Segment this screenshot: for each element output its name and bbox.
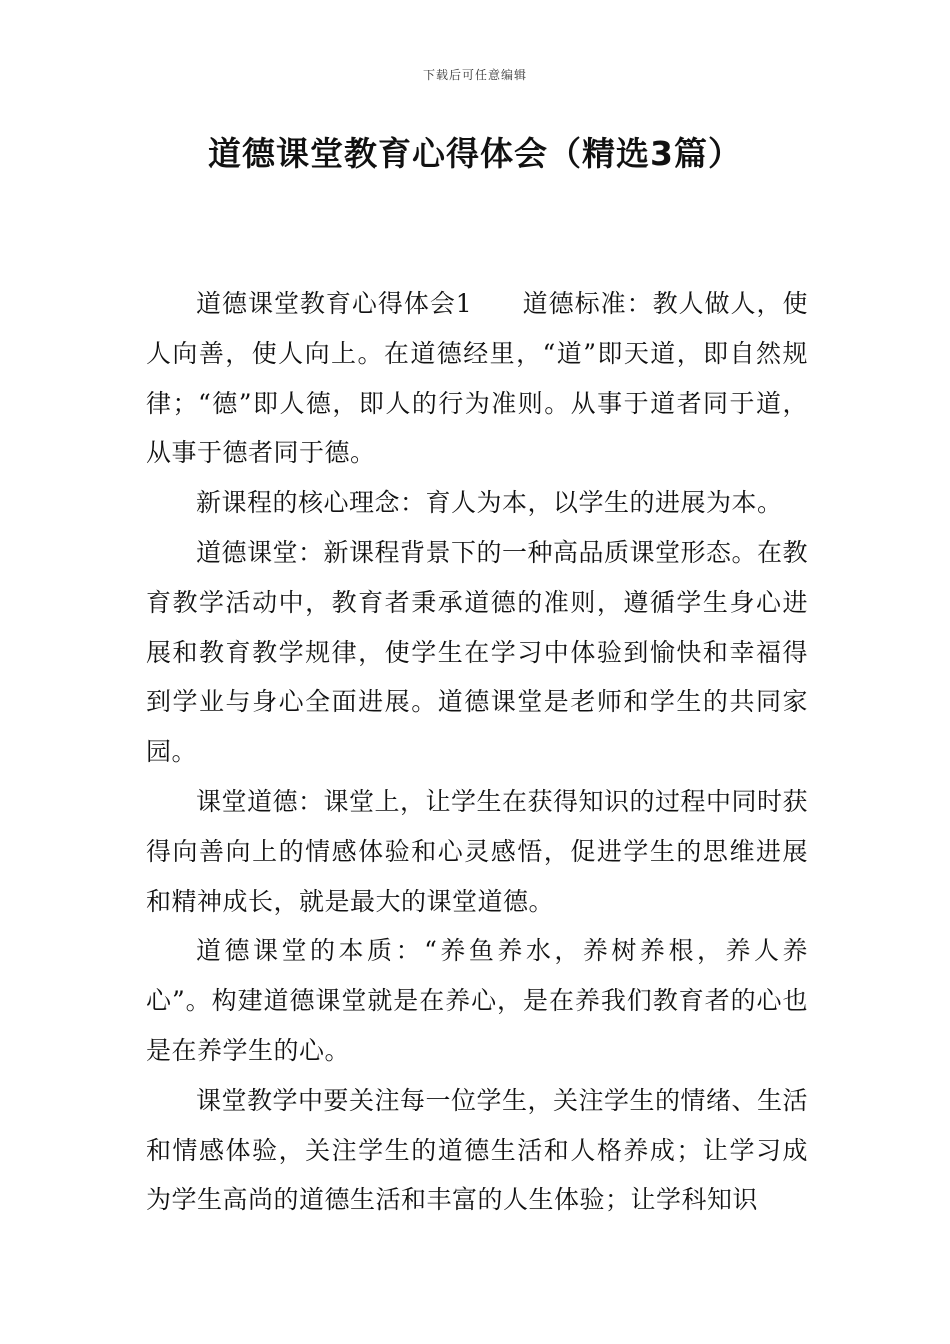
article-body bbox=[146, 279, 808, 1225]
paragraph bbox=[146, 279, 808, 478]
paragraph-text: 道德标准：教人做人，使人向善，使人向上。在道德经里，“道”即天道，即自然规律；“德”即人德，即人的行为准则。从事于道者同于道，从事于德者同于德。 bbox=[146, 289, 808, 468]
paragraph: 道德课堂的本质：“养鱼养水，养树养根，养人养心”。构建道德课堂就是在养心，是在养我们教育者的心也是在养学生的心。 bbox=[146, 936, 808, 1065]
paragraph: 道德课堂：新课程背景下的一种高品质课堂形态。在教育教学活动中，教育者秉承道德的准则，遵循学生身心进展和教育教学规律，使学生在学习中体验到愉快和幸福得到学业与身心全面进展。道德课堂是老师和学生的共同家园。 bbox=[146, 537, 809, 767]
paragraph: 新课程的核心理念：育人为本，以学生的进展为本。 bbox=[196, 488, 783, 518]
section-heading: 道德课堂教育心得体会1 bbox=[196, 289, 473, 318]
paragraph: 课堂道德：课堂上，让学生在获得知识的过程中同时获得向善向上的情感体验和心灵感悟，促进学生的思维进展和精神成长，就是最大的课堂道德。 bbox=[146, 786, 809, 916]
paragraph: 课堂教学中要关注每一位学生，关注学生的情绪、生活和情感体验，关注学生的道德生活和人格养成；让学习成为学生高尚的道德生活和丰富的人生体验；让学科知识 bbox=[146, 1085, 809, 1215]
page-title: 道德课堂教育心得体会（精选3篇） bbox=[208, 134, 742, 173]
header-note: 下载后可任意编辑 bbox=[422, 68, 527, 82]
